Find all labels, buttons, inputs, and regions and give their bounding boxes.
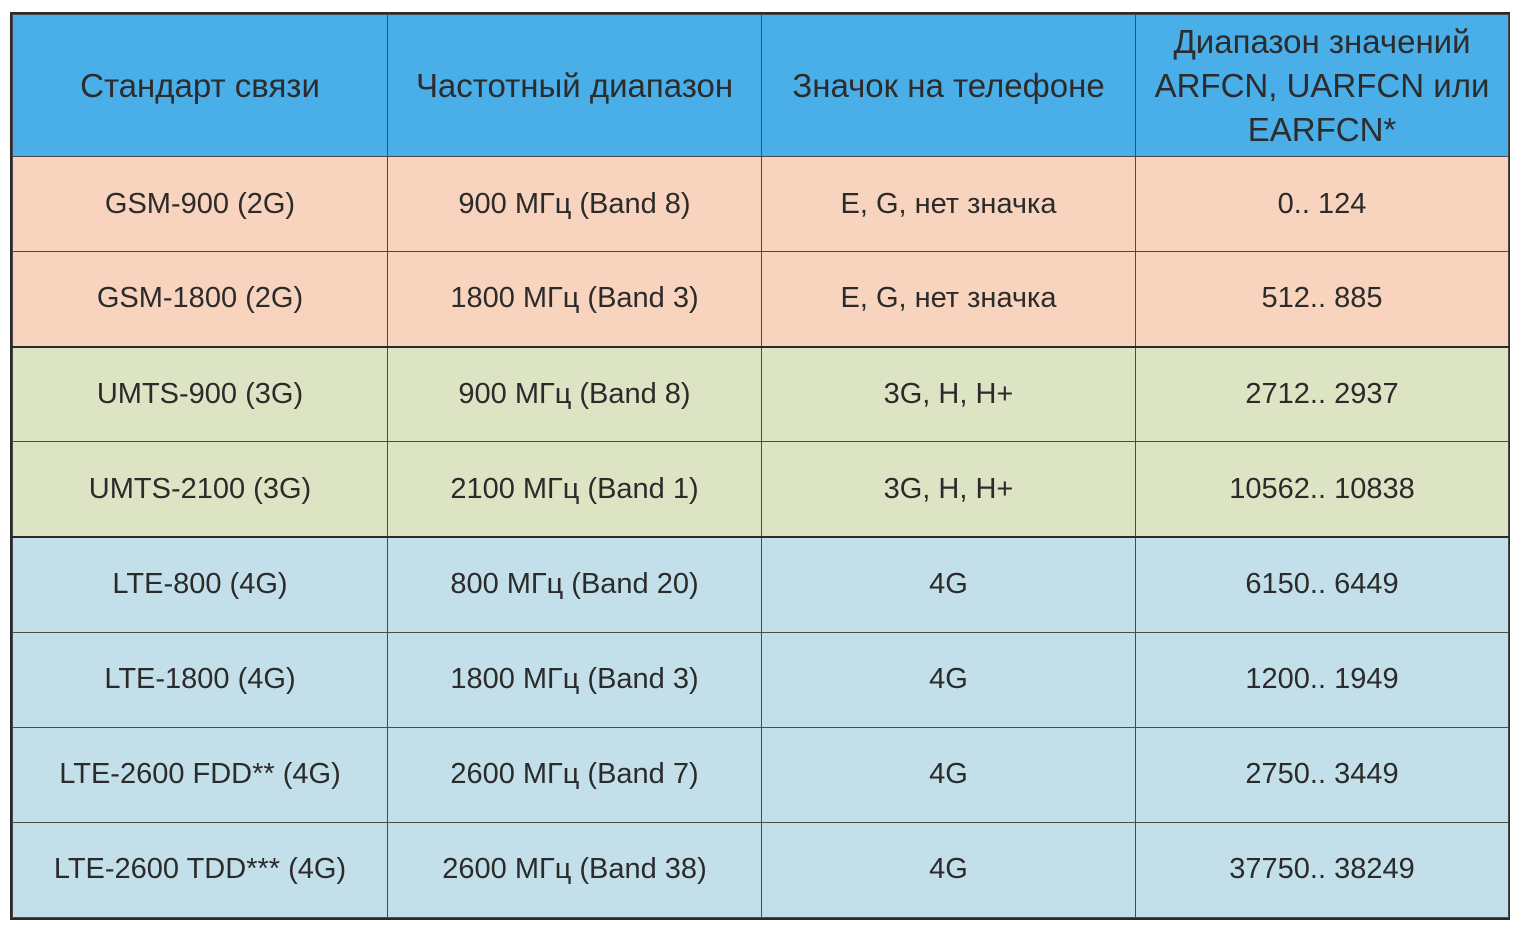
- cell-phone-icon: 4G: [762, 632, 1136, 727]
- cell-arfcn-range: 0.. 124: [1136, 157, 1509, 252]
- table-row: [13, 537, 1509, 632]
- header-row: [13, 15, 1509, 157]
- cell-phone-icon: 4G: [762, 822, 1136, 917]
- cell-arfcn-range: 6150.. 6449: [1136, 537, 1509, 632]
- cell-frequency: 2600 МГц (Band 38): [388, 822, 762, 917]
- cell-frequency: 2600 МГц (Band 7): [388, 727, 762, 822]
- header-phone-icon: Значок на телефоне: [762, 15, 1136, 157]
- table-header: [13, 15, 1509, 157]
- cell-phone-icon: E, G, нет значка: [762, 157, 1136, 252]
- frequency-table: [12, 14, 1509, 918]
- table-row: [13, 727, 1509, 822]
- cell-arfcn-range: 1200.. 1949: [1136, 632, 1509, 727]
- table-body: [13, 157, 1509, 918]
- table-row: [13, 442, 1509, 537]
- cell-standard: LTE-800 (4G): [13, 537, 388, 632]
- header-arfcn-range: Диапазон значений ARFCN, UARFCN или EARFCN*: [1136, 15, 1509, 157]
- cell-arfcn-range: 512.. 885: [1136, 252, 1509, 347]
- frequency-table-container: [10, 12, 1510, 920]
- cell-phone-icon: 3G, H, H+: [762, 347, 1136, 442]
- cell-standard: GSM-1800 (2G): [13, 252, 388, 347]
- cell-phone-icon: E, G, нет значка: [762, 252, 1136, 347]
- table-row: [13, 632, 1509, 727]
- table-row: [13, 157, 1509, 252]
- cell-standard: LTE-1800 (4G): [13, 632, 388, 727]
- cell-standard: GSM-900 (2G): [13, 157, 388, 252]
- table-row: [13, 822, 1509, 917]
- cell-arfcn-range: 10562.. 10838: [1136, 442, 1509, 537]
- cell-frequency: 800 МГц (Band 20): [388, 537, 762, 632]
- cell-frequency: 1800 МГц (Band 3): [388, 632, 762, 727]
- cell-frequency: 1800 МГц (Band 3): [388, 252, 762, 347]
- header-frequency: Частотный диапазон: [388, 15, 762, 157]
- cell-standard: UMTS-900 (3G): [13, 347, 388, 442]
- header-standard: Стандарт связи: [13, 15, 388, 157]
- cell-arfcn-range: 2750.. 3449: [1136, 727, 1509, 822]
- cell-phone-icon: 3G, H, H+: [762, 442, 1136, 537]
- cell-phone-icon: 4G: [762, 537, 1136, 632]
- cell-standard: LTE-2600 TDD*** (4G): [13, 822, 388, 917]
- cell-arfcn-range: 2712.. 2937: [1136, 347, 1509, 442]
- cell-frequency: 2100 МГц (Band 1): [388, 442, 762, 537]
- table-row: [13, 252, 1509, 347]
- table-row: [13, 347, 1509, 442]
- cell-phone-icon: 4G: [762, 727, 1136, 822]
- cell-standard: LTE-2600 FDD** (4G): [13, 727, 388, 822]
- cell-frequency: 900 МГц (Band 8): [388, 157, 762, 252]
- cell-standard: UMTS-2100 (3G): [13, 442, 388, 537]
- cell-frequency: 900 МГц (Band 8): [388, 347, 762, 442]
- cell-arfcn-range: 37750.. 38249: [1136, 822, 1509, 917]
